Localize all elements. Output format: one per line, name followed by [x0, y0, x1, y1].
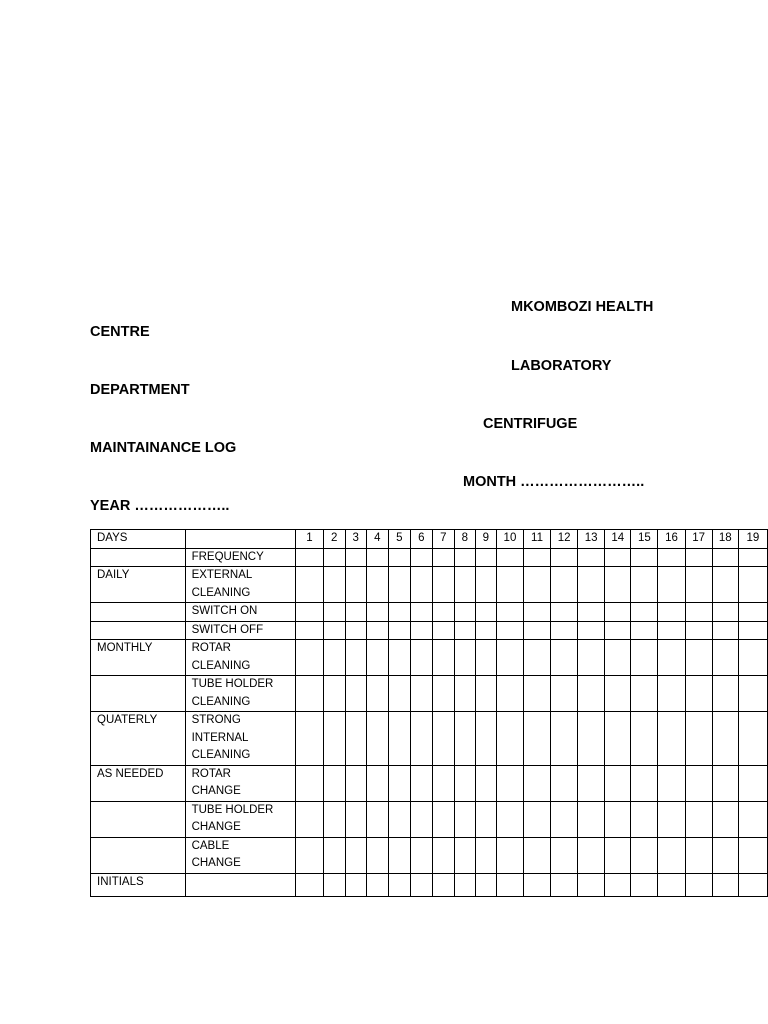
day-entry-cell[interactable]: [345, 548, 366, 567]
day-entry-cell[interactable]: [475, 676, 496, 712]
task-name-line: CLEANING: [191, 586, 251, 599]
day-entry-cell[interactable]: [432, 548, 454, 567]
day-entry-cell[interactable]: [712, 567, 738, 603]
day-entry-cell[interactable]: [578, 873, 605, 896]
day-entry-cell[interactable]: [454, 873, 475, 896]
day-entry-cell[interactable]: [524, 873, 551, 896]
day-entry-cell[interactable]: [323, 837, 345, 873]
day-entry-cell[interactable]: [296, 801, 324, 837]
day-entry-cell[interactable]: [432, 837, 454, 873]
day-number: 2: [323, 530, 345, 549]
day-entry-cell[interactable]: [524, 712, 551, 766]
task-name-line: TUBE HOLDER: [191, 678, 274, 690]
year-field: YEAR ………………..: [90, 498, 230, 514]
day-entry-cell[interactable]: [432, 567, 454, 603]
day-entry-cell[interactable]: [323, 567, 345, 603]
empty-group-cell: [91, 548, 186, 567]
task-name-line: STRONG: [191, 714, 241, 726]
task-name-line: ROTAR: [191, 767, 231, 780]
day-entry-cell[interactable]: [296, 837, 324, 873]
day-entry-cell[interactable]: [496, 621, 523, 640]
day-entry-cell[interactable]: [388, 676, 410, 712]
day-entry-cell[interactable]: [712, 712, 738, 766]
maintenance-log-table: [90, 529, 768, 897]
day-entry-cell[interactable]: [475, 640, 496, 676]
day-entry-cell[interactable]: [738, 548, 767, 567]
day-entry-cell[interactable]: [524, 603, 551, 622]
days-header-row: [91, 530, 768, 549]
department-name-continuation: DEPARTMENT: [90, 382, 190, 398]
day-entry-cell[interactable]: [475, 837, 496, 873]
day-entry-cell[interactable]: [551, 548, 578, 567]
frequency-group-label: AS NEEDED: [91, 765, 186, 801]
department-name-line: LABORATORY: [511, 358, 612, 374]
day-entry-cell[interactable]: [685, 640, 712, 676]
day-entry-cell[interactable]: [524, 765, 551, 801]
day-entry-cell[interactable]: [475, 567, 496, 603]
day-entry-cell[interactable]: [551, 873, 578, 896]
task-row: [91, 712, 768, 766]
day-entry-cell[interactable]: [345, 603, 366, 622]
day-entry-cell[interactable]: [605, 801, 631, 837]
empty-header-cell: [185, 530, 296, 549]
day-entry-cell[interactable]: [631, 548, 658, 567]
frequency-group-label: QUATERLY: [91, 712, 186, 766]
day-entry-cell[interactable]: [323, 873, 345, 896]
day-entry-cell[interactable]: [712, 548, 738, 567]
day-number: 13: [578, 530, 605, 549]
task-name: [185, 676, 296, 712]
day-entry-cell[interactable]: [496, 765, 523, 801]
day-entry-cell[interactable]: [685, 676, 712, 712]
day-entry-cell[interactable]: [454, 765, 475, 801]
day-entry-cell[interactable]: [496, 873, 523, 896]
day-entry-cell[interactable]: [366, 603, 388, 622]
day-entry-cell[interactable]: [658, 837, 685, 873]
day-entry-cell[interactable]: [685, 621, 712, 640]
frequency-group-label: [91, 801, 186, 837]
day-entry-cell[interactable]: [738, 567, 767, 603]
day-entry-cell[interactable]: [323, 603, 345, 622]
day-entry-cell[interactable]: [296, 676, 324, 712]
day-entry-cell[interactable]: [605, 873, 631, 896]
day-entry-cell[interactable]: [410, 621, 432, 640]
day-entry-cell[interactable]: [685, 873, 712, 896]
day-entry-cell[interactable]: [551, 765, 578, 801]
day-entry-cell[interactable]: [345, 567, 366, 603]
day-entry-cell[interactable]: [605, 837, 631, 873]
frequency-group-label: [91, 837, 186, 873]
day-entry-cell[interactable]: [551, 603, 578, 622]
day-entry-cell[interactable]: [388, 765, 410, 801]
day-entry-cell[interactable]: [578, 548, 605, 567]
day-entry-cell[interactable]: [388, 837, 410, 873]
frequency-header-row: [91, 548, 768, 567]
day-entry-cell[interactable]: [475, 603, 496, 622]
day-entry-cell[interactable]: [388, 801, 410, 837]
day-entry-cell[interactable]: [578, 567, 605, 603]
day-entry-cell[interactable]: [658, 603, 685, 622]
day-entry-cell[interactable]: [631, 603, 658, 622]
equipment-name: CENTRIFUGE: [483, 416, 578, 432]
day-entry-cell[interactable]: [631, 640, 658, 676]
day-entry-cell[interactable]: [658, 765, 685, 801]
day-number: 17: [685, 530, 712, 549]
day-entry-cell[interactable]: [658, 801, 685, 837]
initials-entry-cell[interactable]: [185, 873, 296, 896]
day-entry-cell[interactable]: [345, 873, 366, 896]
day-entry-cell[interactable]: [454, 801, 475, 837]
day-entry-cell[interactable]: [296, 712, 324, 766]
day-entry-cell[interactable]: [658, 873, 685, 896]
day-entry-cell[interactable]: [475, 621, 496, 640]
day-entry-cell[interactable]: [496, 603, 523, 622]
task-row: [91, 567, 768, 603]
day-entry-cell[interactable]: [685, 837, 712, 873]
task-name-line: SWITCH OFF: [191, 623, 264, 636]
task-name-line: INTERNAL: [191, 731, 249, 744]
task-name: [185, 567, 296, 603]
day-entry-cell[interactable]: [685, 603, 712, 622]
day-entry-cell[interactable]: [323, 548, 345, 567]
day-entry-cell[interactable]: [551, 621, 578, 640]
day-entry-cell[interactable]: [410, 801, 432, 837]
day-entry-cell[interactable]: [631, 567, 658, 603]
day-entry-cell[interactable]: [410, 567, 432, 603]
day-entry-cell[interactable]: [296, 603, 324, 622]
day-entry-cell[interactable]: [454, 640, 475, 676]
day-entry-cell[interactable]: [712, 801, 738, 837]
day-entry-cell[interactable]: [432, 621, 454, 640]
day-entry-cell[interactable]: [388, 712, 410, 766]
day-entry-cell[interactable]: [388, 621, 410, 640]
day-entry-cell[interactable]: [658, 712, 685, 766]
day-entry-cell[interactable]: [658, 567, 685, 603]
day-entry-cell[interactable]: [524, 801, 551, 837]
day-entry-cell[interactable]: [496, 640, 523, 676]
day-entry-cell[interactable]: [296, 873, 324, 896]
day-entry-cell[interactable]: [605, 712, 631, 766]
day-number: 10: [496, 530, 523, 549]
day-entry-cell[interactable]: [296, 567, 324, 603]
day-number: 8: [454, 530, 475, 549]
day-entry-cell[interactable]: [475, 873, 496, 896]
day-entry-cell[interactable]: [366, 837, 388, 873]
day-number: 9: [475, 530, 496, 549]
initials-row: [91, 873, 768, 896]
day-entry-cell[interactable]: [578, 640, 605, 676]
day-entry-cell[interactable]: [524, 567, 551, 603]
day-entry-cell[interactable]: [496, 567, 523, 603]
task-name-line: CHANGE: [191, 785, 241, 797]
day-entry-cell[interactable]: [578, 621, 605, 640]
day-entry-cell[interactable]: [712, 873, 738, 896]
task-name-line: CHANGE: [191, 857, 241, 869]
day-entry-cell[interactable]: [605, 765, 631, 801]
day-entry-cell[interactable]: [345, 712, 366, 766]
day-entry-cell[interactable]: [685, 765, 712, 801]
frequency-group-label: DAILY: [91, 567, 186, 603]
day-entry-cell[interactable]: [712, 603, 738, 622]
day-entry-cell[interactable]: [388, 567, 410, 603]
task-name-line: CLEANING: [191, 695, 251, 708]
day-entry-cell[interactable]: [323, 765, 345, 801]
task-row: [91, 801, 768, 837]
day-entry-cell[interactable]: [605, 603, 631, 622]
task-name-line: CHANGE: [191, 821, 241, 833]
day-entry-cell[interactable]: [631, 621, 658, 640]
task-name: [185, 801, 296, 837]
day-entry-cell[interactable]: [366, 712, 388, 766]
day-entry-cell[interactable]: [605, 548, 631, 567]
day-entry-cell[interactable]: [432, 640, 454, 676]
task-name: [185, 603, 296, 622]
day-entry-cell[interactable]: [578, 765, 605, 801]
day-entry-cell[interactable]: [685, 548, 712, 567]
day-entry-cell[interactable]: [524, 837, 551, 873]
day-entry-cell[interactable]: [738, 712, 767, 766]
day-entry-cell[interactable]: [475, 765, 496, 801]
day-entry-cell[interactable]: [524, 640, 551, 676]
maintenance-log-table-container: [90, 529, 768, 899]
day-entry-cell[interactable]: [454, 621, 475, 640]
day-entry-cell[interactable]: [578, 801, 605, 837]
day-entry-cell[interactable]: [712, 621, 738, 640]
day-entry-cell[interactable]: [432, 873, 454, 896]
task-name: [185, 837, 296, 873]
day-entry-cell[interactable]: [410, 603, 432, 622]
day-entry-cell[interactable]: [454, 837, 475, 873]
day-entry-cell[interactable]: [658, 640, 685, 676]
day-entry-cell[interactable]: [345, 837, 366, 873]
log-title: MAINTAINANCE LOG: [90, 440, 237, 456]
day-entry-cell[interactable]: [605, 567, 631, 603]
day-number: 5: [388, 530, 410, 549]
day-entry-cell[interactable]: [578, 676, 605, 712]
day-entry-cell[interactable]: [454, 548, 475, 567]
day-entry-cell[interactable]: [366, 548, 388, 567]
day-entry-cell[interactable]: [432, 676, 454, 712]
day-number: 1: [296, 530, 324, 549]
task-name-line: EXTERNAL: [191, 569, 253, 581]
day-entry-cell[interactable]: [685, 567, 712, 603]
day-entry-cell[interactable]: [475, 712, 496, 766]
task-name-line: SWITCH ON: [191, 605, 258, 617]
task-name: [185, 765, 296, 801]
day-entry-cell[interactable]: [631, 712, 658, 766]
day-entry-cell[interactable]: [345, 640, 366, 676]
day-entry-cell[interactable]: [296, 621, 324, 640]
day-entry-cell[interactable]: [712, 765, 738, 801]
day-entry-cell[interactable]: [410, 676, 432, 712]
days-label: DAYS: [91, 530, 186, 549]
day-entry-cell[interactable]: [658, 548, 685, 567]
day-entry-cell[interactable]: [410, 712, 432, 766]
day-entry-cell[interactable]: [631, 676, 658, 712]
day-entry-cell[interactable]: [712, 676, 738, 712]
day-entry-cell[interactable]: [738, 640, 767, 676]
day-entry-cell[interactable]: [323, 712, 345, 766]
day-entry-cell[interactable]: [388, 640, 410, 676]
day-entry-cell[interactable]: [432, 801, 454, 837]
day-number: 12: [551, 530, 578, 549]
task-name-line: CLEANING: [191, 659, 251, 672]
day-entry-cell[interactable]: [454, 603, 475, 622]
day-entry-cell[interactable]: [323, 801, 345, 837]
day-entry-cell[interactable]: [712, 640, 738, 676]
day-entry-cell[interactable]: [366, 801, 388, 837]
task-name-line: TUBE HOLDER: [191, 803, 274, 816]
facility-name-continuation: CENTRE: [90, 324, 150, 340]
day-entry-cell[interactable]: [658, 676, 685, 712]
day-entry-cell[interactable]: [432, 765, 454, 801]
day-entry-cell[interactable]: [323, 621, 345, 640]
task-name: [185, 640, 296, 676]
day-entry-cell[interactable]: [410, 640, 432, 676]
day-entry-cell[interactable]: [366, 676, 388, 712]
day-entry-cell[interactable]: [410, 765, 432, 801]
day-entry-cell[interactable]: [578, 837, 605, 873]
day-entry-cell[interactable]: [685, 801, 712, 837]
frequency-label: FREQUENCY: [185, 548, 296, 567]
task-row: [91, 837, 768, 873]
day-entry-cell[interactable]: [738, 603, 767, 622]
day-entry-cell[interactable]: [631, 765, 658, 801]
day-entry-cell[interactable]: [605, 676, 631, 712]
day-entry-cell[interactable]: [631, 801, 658, 837]
day-entry-cell[interactable]: [738, 837, 767, 873]
day-entry-cell[interactable]: [388, 603, 410, 622]
day-entry-cell[interactable]: [296, 548, 324, 567]
initials-label: INITIALS: [91, 873, 186, 896]
day-number: 16: [658, 530, 685, 549]
day-entry-cell[interactable]: [658, 621, 685, 640]
day-number: 14: [605, 530, 631, 549]
task-name-line: CABLE: [191, 839, 230, 852]
day-entry-cell[interactable]: [296, 765, 324, 801]
day-entry-cell[interactable]: [410, 873, 432, 896]
day-entry-cell[interactable]: [631, 837, 658, 873]
day-number: 18: [712, 530, 738, 549]
frequency-group-label: [91, 676, 186, 712]
day-entry-cell[interactable]: [366, 621, 388, 640]
frequency-group-label: [91, 621, 186, 640]
day-entry-cell[interactable]: [454, 567, 475, 603]
day-entry-cell[interactable]: [738, 621, 767, 640]
day-entry-cell[interactable]: [410, 837, 432, 873]
day-entry-cell[interactable]: [605, 640, 631, 676]
day-entry-cell[interactable]: [388, 548, 410, 567]
day-entry-cell[interactable]: [551, 837, 578, 873]
day-entry-cell[interactable]: [366, 873, 388, 896]
day-number: 3: [345, 530, 366, 549]
task-name: [185, 712, 296, 766]
day-entry-cell[interactable]: [366, 567, 388, 603]
day-entry-cell[interactable]: [524, 621, 551, 640]
day-entry-cell[interactable]: [605, 621, 631, 640]
day-entry-cell[interactable]: [345, 801, 366, 837]
day-number: 7: [432, 530, 454, 549]
day-entry-cell[interactable]: [738, 873, 767, 896]
day-entry-cell[interactable]: [432, 712, 454, 766]
day-entry-cell[interactable]: [345, 765, 366, 801]
day-entry-cell[interactable]: [432, 603, 454, 622]
day-entry-cell[interactable]: [685, 712, 712, 766]
day-entry-cell[interactable]: [524, 676, 551, 712]
day-entry-cell[interactable]: [475, 801, 496, 837]
day-number: 6: [410, 530, 432, 549]
task-row: [91, 676, 768, 712]
task-row: [91, 603, 768, 622]
task-name-line: CLEANING: [191, 749, 251, 761]
day-entry-cell[interactable]: [551, 801, 578, 837]
day-number: 11: [524, 530, 551, 549]
day-entry-cell[interactable]: [410, 548, 432, 567]
task-row: [91, 621, 768, 640]
day-entry-cell[interactable]: [475, 548, 496, 567]
day-entry-cell[interactable]: [578, 712, 605, 766]
frequency-group-label: [91, 603, 186, 622]
day-entry-cell[interactable]: [496, 837, 523, 873]
day-entry-cell[interactable]: [366, 765, 388, 801]
day-entry-cell[interactable]: [551, 640, 578, 676]
day-entry-cell[interactable]: [738, 676, 767, 712]
day-entry-cell[interactable]: [712, 837, 738, 873]
day-entry-cell[interactable]: [454, 712, 475, 766]
day-entry-cell[interactable]: [388, 873, 410, 896]
day-entry-cell[interactable]: [496, 548, 523, 567]
day-entry-cell[interactable]: [496, 676, 523, 712]
day-entry-cell[interactable]: [496, 712, 523, 766]
task-name: [185, 621, 296, 640]
day-entry-cell[interactable]: [496, 801, 523, 837]
day-entry-cell[interactable]: [454, 676, 475, 712]
day-entry-cell[interactable]: [345, 621, 366, 640]
day-number: 15: [631, 530, 658, 549]
day-entry-cell[interactable]: [738, 801, 767, 837]
day-entry-cell[interactable]: [323, 640, 345, 676]
task-name-line: ROTAR: [191, 642, 231, 654]
day-entry-cell[interactable]: [551, 567, 578, 603]
day-entry-cell[interactable]: [551, 712, 578, 766]
day-entry-cell[interactable]: [296, 640, 324, 676]
day-entry-cell[interactable]: [631, 873, 658, 896]
day-entry-cell[interactable]: [578, 603, 605, 622]
day-entry-cell[interactable]: [738, 765, 767, 801]
task-row: [91, 640, 768, 676]
frequency-group-label: MONTHLY: [91, 640, 186, 676]
day-entry-cell[interactable]: [524, 548, 551, 567]
facility-name-line: MKOMBOZI HEALTH: [511, 299, 654, 315]
day-entry-cell[interactable]: [345, 676, 366, 712]
day-number: 4: [366, 530, 388, 549]
task-row: [91, 765, 768, 801]
day-entry-cell[interactable]: [551, 676, 578, 712]
day-number: 19: [738, 530, 767, 549]
day-entry-cell[interactable]: [323, 676, 345, 712]
day-entry-cell[interactable]: [366, 640, 388, 676]
month-field: MONTH ……………………..: [463, 474, 645, 490]
